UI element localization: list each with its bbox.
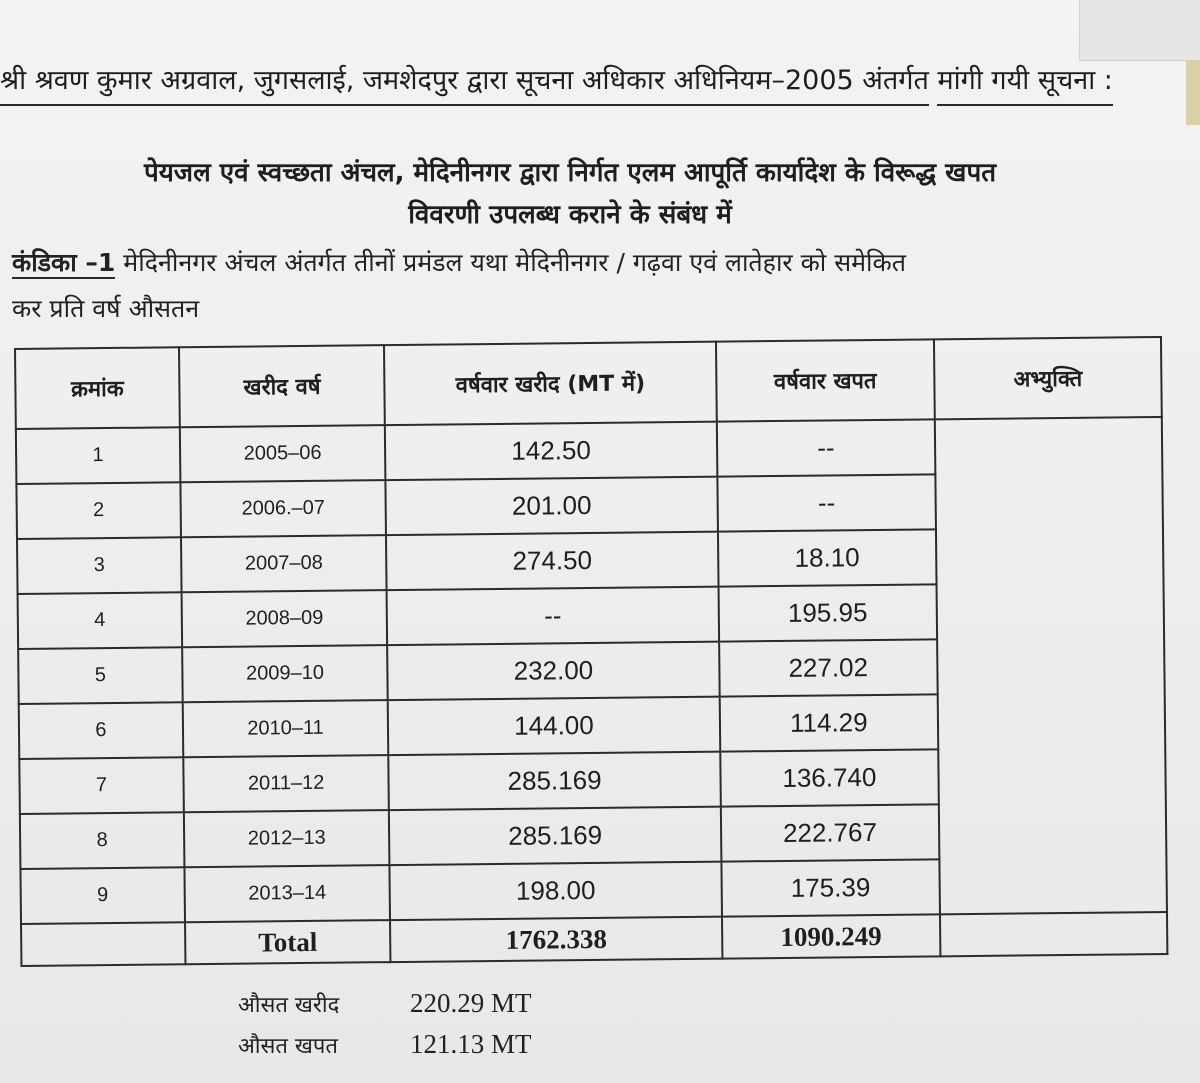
- purchase-consumption-table: [14, 336, 1168, 967]
- cell-serial: 8: [20, 812, 184, 869]
- average-purchase-value: 220.29 MT: [410, 988, 532, 1018]
- clause-text-1: मेदिनीनगर अंचल अंतर्गत तीनों प्रमंडल यथा मेदिनीनगर / गढ़वा एवं लातेहार को समेकित: [115, 248, 906, 277]
- cell-purchase: 198.00: [390, 862, 722, 920]
- clause-line-1: [12, 240, 1132, 286]
- header-serial: क्रमांक: [15, 347, 180, 429]
- cell-serial: 7: [19, 757, 183, 814]
- cell-year: 2008–09: [181, 590, 387, 647]
- cell-purchase: --: [387, 587, 719, 645]
- cell-total-label: Total: [185, 920, 391, 964]
- cell-purchase: 142.50: [385, 422, 717, 480]
- clause-paragraph: [12, 240, 1132, 332]
- cell-purchase: 285.169: [389, 752, 721, 810]
- cell-total-serial: [21, 922, 185, 966]
- underlying-paper-corner: [1079, 0, 1200, 61]
- cell-year: 2005–06: [180, 425, 386, 482]
- header-year: खरीद वर्ष: [179, 345, 385, 427]
- table-row: [16, 417, 1163, 484]
- cell-year: 2007–08: [181, 535, 387, 592]
- header-consumption: वर्षवार खपत: [716, 339, 935, 421]
- cell-consumption: 227.02: [719, 639, 938, 696]
- average-purchase-row: [238, 984, 532, 1025]
- table-header-row: [15, 337, 1162, 429]
- header-purchase: वर्षवार खरीद (MT में): [384, 342, 716, 425]
- averages-block: [238, 984, 532, 1066]
- cell-year: 2009–10: [182, 645, 388, 702]
- document-header: [0, 58, 1150, 106]
- average-consumption-label: औसत खपत: [238, 1034, 338, 1059]
- cell-consumption: 136.740: [720, 749, 939, 806]
- cell-purchase: 201.00: [386, 477, 718, 535]
- subject-heading: [20, 152, 1120, 236]
- cell-remarks: [935, 417, 1167, 914]
- cell-year: 2012–13: [184, 810, 390, 867]
- cell-purchase: 274.50: [386, 532, 718, 590]
- average-consumption-value: 121.13 MT: [410, 1029, 532, 1059]
- header-remarks: अभ्युक्ति: [934, 337, 1162, 419]
- header-line-2: मांगी गयी सूचना :: [937, 58, 1112, 106]
- paper-tab: [1186, 60, 1200, 125]
- cell-serial: 3: [17, 537, 181, 594]
- subject-line-1: पेयजल एवं स्वच्छता अंचल, मेदिनीनगर द्वारा निर्गत एलम आपूर्ति कार्यादेश के विरूद्ध खपत: [143, 158, 997, 188]
- cell-purchase: 285.169: [389, 807, 721, 865]
- cell-consumption: 222.767: [721, 804, 940, 861]
- cell-consumption: 175.39: [721, 859, 940, 916]
- cell-serial: 5: [18, 647, 182, 704]
- clause-label: कंडिका –1: [12, 248, 116, 277]
- cell-consumption: 195.95: [718, 584, 937, 641]
- cell-consumption: 114.29: [719, 694, 938, 751]
- cell-purchase: 232.00: [387, 642, 719, 700]
- cell-total-purchase: 1762.338: [390, 917, 722, 962]
- cell-total-consumption: 1090.249: [722, 914, 941, 958]
- cell-consumption: --: [717, 419, 936, 476]
- cell-purchase: 144.00: [388, 697, 720, 755]
- cell-serial: 2: [16, 482, 180, 539]
- clause-line-2: कर प्रति वर्ष औसतन: [12, 294, 200, 323]
- average-consumption-row: [238, 1025, 532, 1066]
- cell-serial: 9: [20, 867, 184, 924]
- cell-serial: 6: [19, 702, 183, 759]
- cell-total-remarks: [940, 912, 1167, 956]
- cell-serial: 1: [16, 427, 180, 484]
- cell-serial: 4: [18, 592, 182, 649]
- cell-year: 2006.–07: [180, 480, 386, 537]
- cell-year: 2011–12: [183, 755, 389, 812]
- cell-consumption: 18.10: [718, 529, 937, 586]
- subject-line-2: विवरणी उपलब्ध कराने के संबंध में: [408, 200, 732, 230]
- cell-consumption: --: [717, 474, 936, 531]
- cell-year: 2010–11: [183, 700, 389, 757]
- cell-year: 2013–14: [184, 865, 390, 922]
- average-purchase-label: औसत खरीद: [238, 993, 340, 1018]
- header-line-1: श्री श्रवण कुमार अग्रवाल, जुगसलाई, जमशेदपुर द्वारा सूचना अधिकार अधिनियम–2005 अंतर्गत: [0, 58, 929, 106]
